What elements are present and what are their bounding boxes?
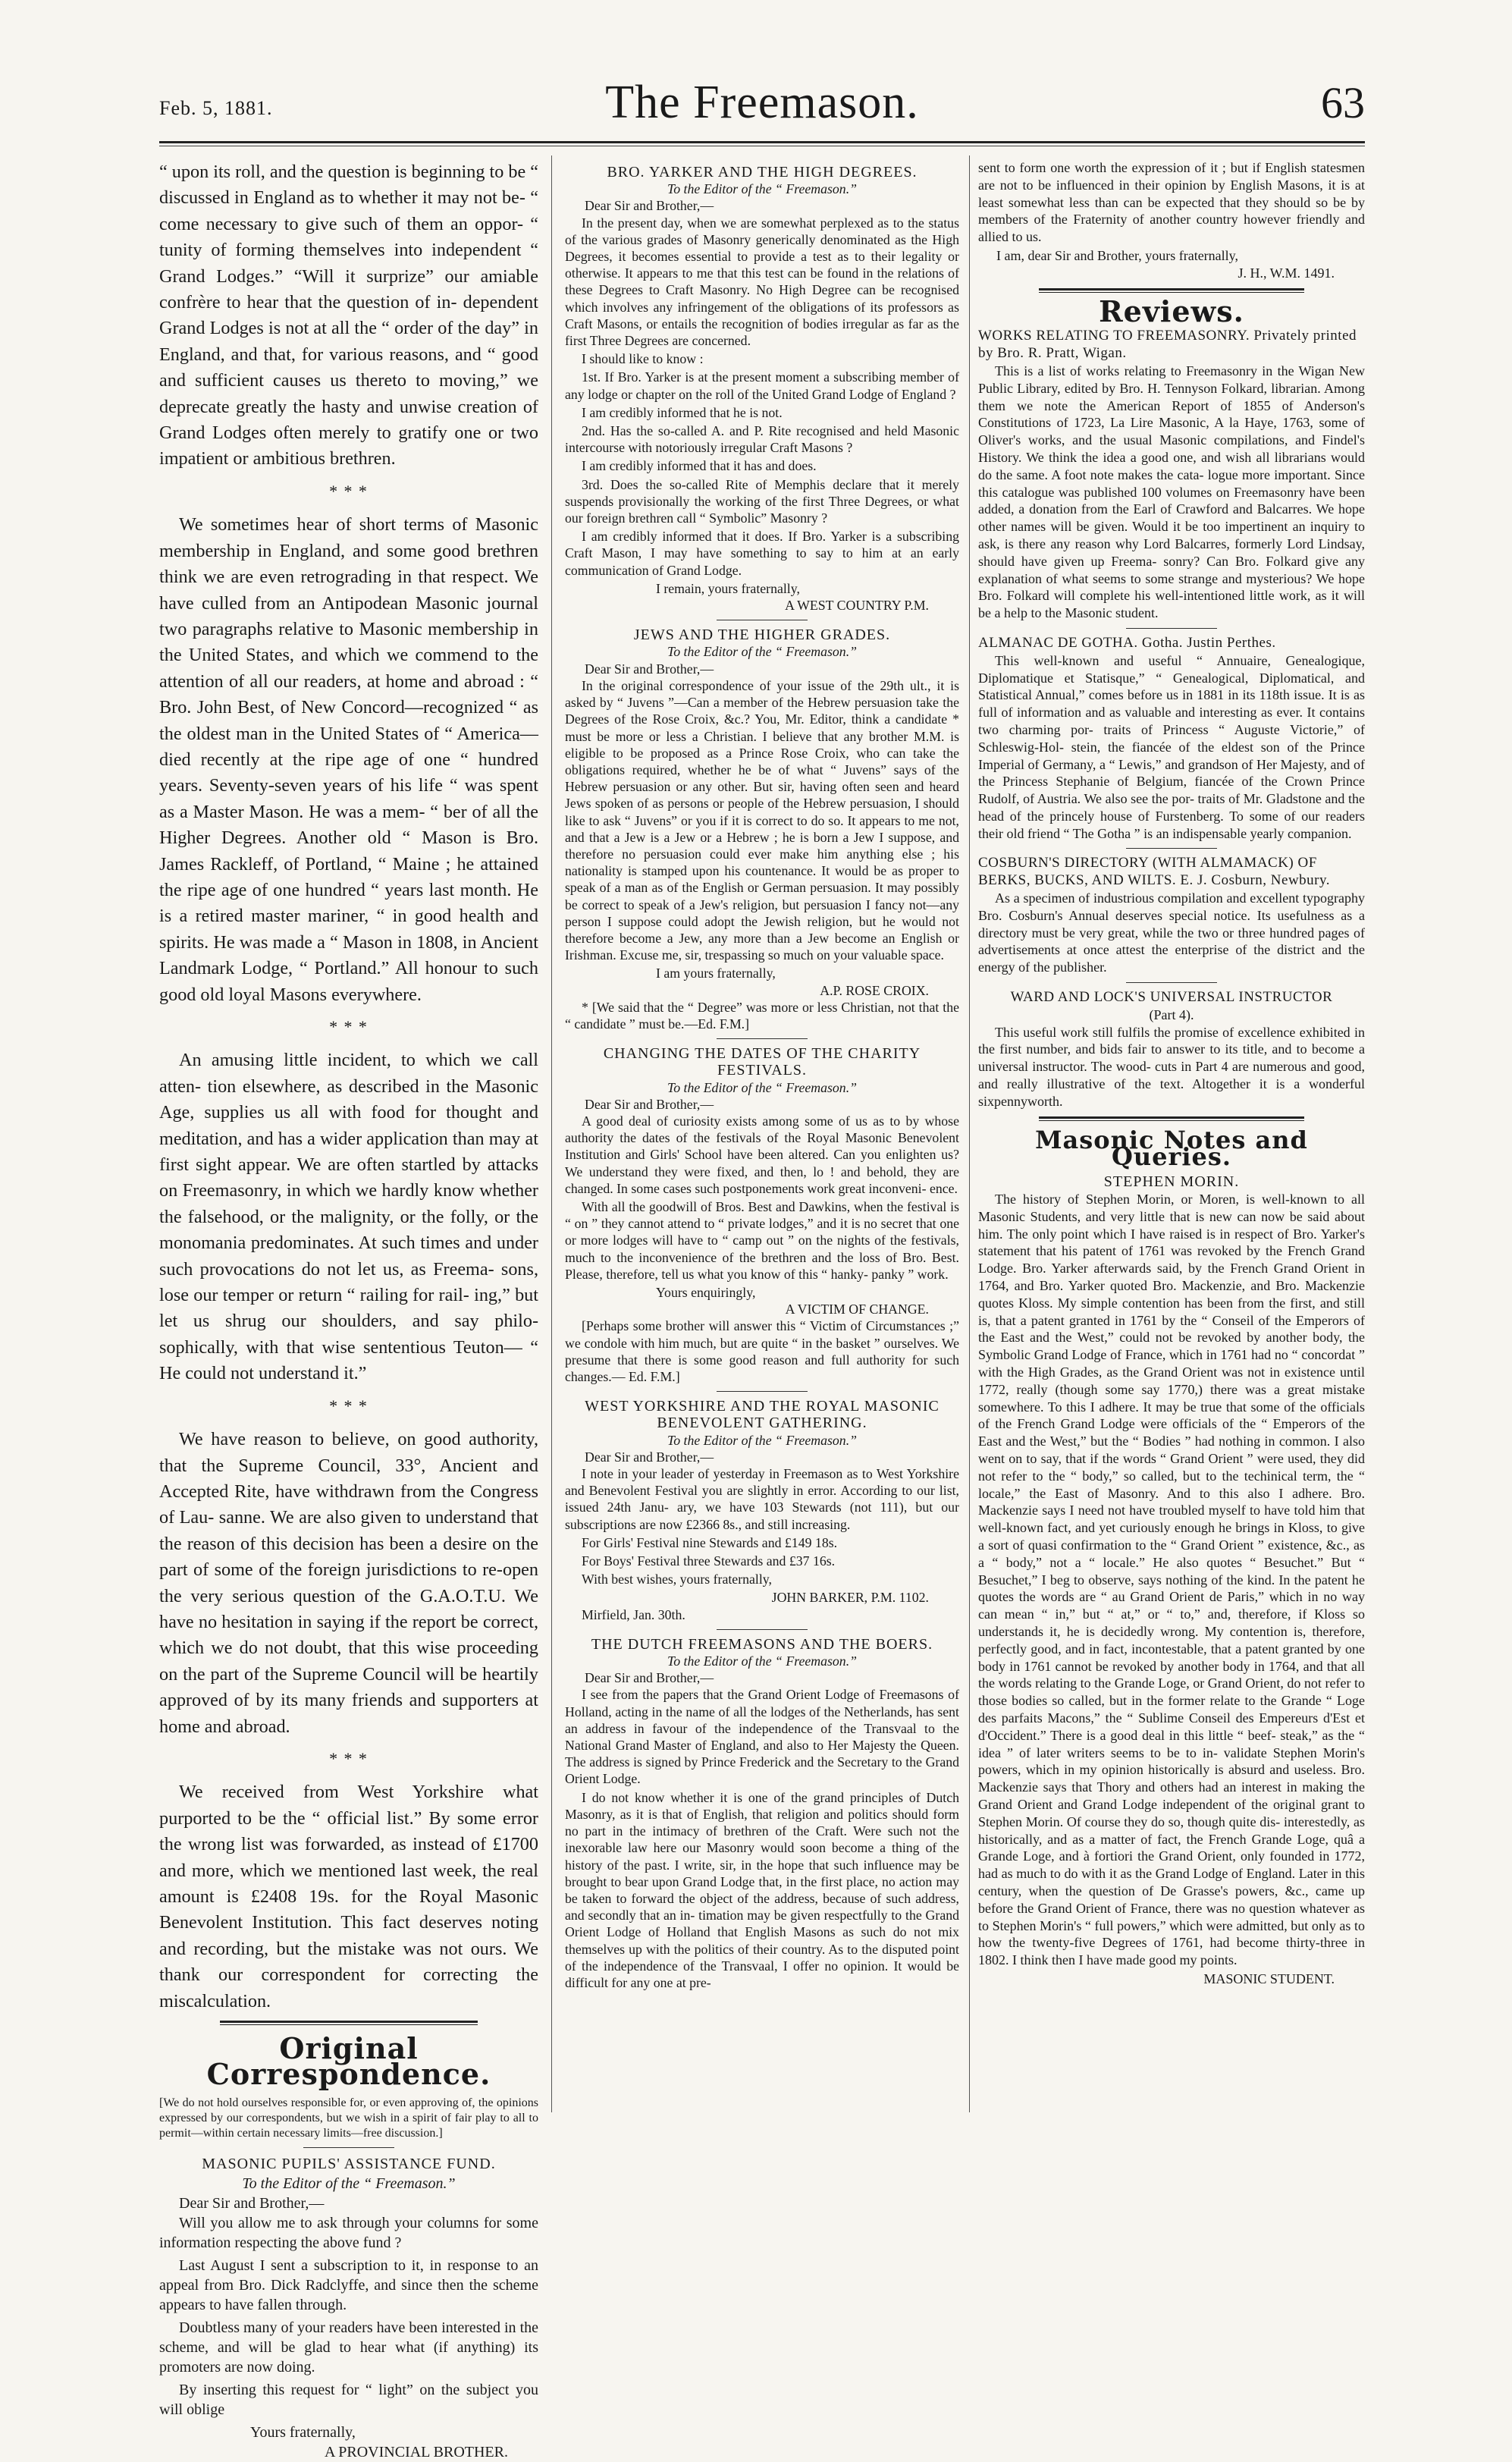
divider — [303, 2147, 394, 2148]
review-body: This is a list of works relating to Freemasonry in the Wigan New Public Library, edited by Bro. H. Tennyson Folkard, librarian. Among them we note the American Report of 1855 of Anderson's Constitutions of 1723, La Lire Masonic, A la Haye, 1763, some of Oliver's works, and the usual Masonic compilations, and Findel's History. We think the idea a good one, and wish all librarians would do the same. A foot note makes the cata- logue more important. Since this catalogue was published 100 volumes on Freemasonry have been added, a donation from the Earl of Crawford and Balcarres. We hope other names will be given. Would it be too impertinent an inquiry to ask, is there any reason why Lord Balcarres, formerly Lord Lindsay, should have given up Freema- sonry? Can Bro. Folkard give any explanation of what seems to some strange and mysterious? We hope Bro. Folkard will complete his well-intentioned little work, as it will be a help to the Masonic student. — [978, 363, 1365, 621]
divider — [717, 1038, 808, 1039]
asterism: * * * — [329, 481, 369, 501]
note-stephen-morin — [978, 1173, 1365, 1987]
letter-paragraph: With all the goodwill of Bros. Best and Dawkins, when the festival is “ on ” they cannot attend to “ private lodges,” and it is no secret that one or more lodges will have to “ camp out ” on the nights of the festivals, much to the inconvenience of the brethren and the loss of Bro. Best. Please, therefore, tell us what you know of this “ hanky- panky ” work. — [565, 1198, 959, 1282]
letter-heading: MASONIC PUPILS' ASSISTANCE FUND. — [202, 2155, 496, 2172]
masthead — [159, 76, 1365, 137]
letter-heading: THE DUTCH FREEMASONS AND THE BOERS. — [591, 1635, 933, 1653]
letter-paragraph: By inserting this request for “ light” on the subject you will oblige — [159, 2381, 538, 2418]
letter-closing: Yours enquiringly, — [656, 1285, 756, 1300]
review-cosburn — [978, 855, 1365, 976]
letter-addressee: To the Editor of the “ Freemason.” — [667, 644, 858, 660]
review-body: This useful work still fulfils the promise of excellence exhibited in the first number, and bids fair to answer to its title, and to become a universal instructor. The wood- cuts in Part 4 are numerous and good, and really illustrative of the text. Altogether it is a wonderful sixpennyworth. — [978, 1024, 1365, 1109]
letter-paragraph: I do not know whether it is one of the grand principles of Dutch Masonry, as it is that of English, that religion and politics should form no part in the intimacy of brethren of the Craft. Were such not the inexorable law here our Masonry would soon become a thing of the history of the past. I write, sir, in the hope that such influence may be brought to bear upon Grand Lodge that, in the first place, no action may be taken to forward the object of the address, because of such address, and secondly that an in- timation may be given respectfully to the Grand Orient Lodge of Holland that English Masons as such do not mix themselves up with the politics of their country. As to the disputed point of the independence of the Transvaal, I offer no opinion. It would be difficult for any one at pre- — [565, 1789, 959, 1990]
letter-jews — [565, 626, 959, 1032]
letter-addressee: To the Editor of the “ Freemason.” — [667, 181, 858, 197]
editorial-paragraph: “ upon its roll, and the question is beginning to be “ discussed in England as to whether it may not be- “ come necessary to give such of them an oppor- “ tunity of forming themselves into independent “ Grand Lodges.” “Will it surprize” our amiable confrère to hear that the question of in- dependent Grand Lodges is not at all the “ order of the day” in England, and that, for various reasons, and “ good and sufficient causes us thereto to moving,” we deprecate greatly the hasty and unwise creation of Grand Lodges often merely to gratify one or two impatient or ambitious brethren. — [159, 162, 538, 469]
divider — [1126, 628, 1217, 629]
column-1 — [159, 159, 538, 2460]
section-rule — [1039, 288, 1304, 290]
letter-yarker — [565, 164, 959, 614]
review-heading: WORKS RELATING TO FREEMASONRY. Privately printed by Bro. R. Pratt, Wigan. — [978, 328, 1357, 362]
asterism: * * * — [329, 1748, 369, 1768]
letter-place-date: Mirfield, Jan. 30th. — [582, 1606, 685, 1622]
letter-paragraph: I note in your leader of yesterday in Freemason as to West Yorkshire and Benevolent Festival you are slightly in error. According to our list, issued 24th Janu- ary, we have 103 Stewards (not 111), but our subscriptions are now £2366 8s., and still increasing. — [565, 1466, 959, 1532]
letter-paragraph: With best wishes, yours fraternally, — [582, 1572, 772, 1587]
section-title-reviews: Reviews. — [1099, 294, 1244, 328]
asterism: * * * — [329, 1017, 369, 1036]
letter-salutation: Dear Sir and Brother,— — [585, 1670, 714, 1686]
letter-signature: A VICTIM OF CHANGE. — [785, 1302, 929, 1317]
section-rule — [220, 2021, 478, 2023]
review-part: (Part 4). — [1149, 1006, 1194, 1022]
review-works-relating — [978, 328, 1365, 622]
section-title-notes-queries: Masonic Notes and Queries. — [1035, 1125, 1308, 1172]
letter-salutation: Dear Sir and Brother,— — [585, 661, 714, 677]
note-signature: MASONIC STUDENT. — [1203, 1971, 1335, 1986]
disclaimer: [We do not hold ourselves responsible for, or even approving of, the opinions expressed by our correspondents, but we wish in a spirit of fair play to all to permit—within certain necessary limits—free discussion.] — [159, 2096, 538, 2140]
asterism: * * * — [329, 1396, 369, 1415]
letter-signature: JOHN BARKER, P.M. 1102. — [771, 1590, 929, 1606]
letter-signature: J. H., W.M. 1491. — [1238, 265, 1335, 281]
divider — [717, 1629, 808, 1630]
letter-paragraph: Last August I sent a subscription to it, in response to an appeal from Bro. Dick Radclyffe, and since then the scheme appears to have fallen through. — [159, 2256, 538, 2313]
section-rule — [1039, 1116, 1304, 1119]
letter-paragraph: I am credibly informed that he is not. — [582, 404, 783, 420]
note-body: The history of Stephen Morin, or Moren, is well-known to all Masonic Students, and very little that is new can now be said about him. The only point which I have raised is in respect of Bro. Yarker's statement that his patent of 1761 was revoked by the French Grand Lodge. Bro. Yarker afterwards said, by the French Grand Orient in 1764, and Bro. Yarker quoted Bro. Mackenzie, and Bro. Mackenzie quotes Kloss. My simple contention has been from the first, and still is, that a patent granted in 1761 by the “ Conseil of the Emperors of the East and the West,” could not be revoked by another body, the Symbolic Grand Lodge of France, which in 1761 had no “ concordat ” with the High Grades, as the Grand Orient was not in existence until 1772, really (though some say 1770,) there was a great mistake somewhere. To this I adhere. It may be true that some of the officials of the French Grand Lodge were officials of the “ Emperors of the East and the West,” but the “ Bodies ” had nothing in common. I also went on to say, that if the words “ Grand Orient ” were used, they did not refer to the “ body,” so called, but to the techinical term, the “ locale,” the East of Masonry. And to this also I adhere. Bro. Mackenzie says I need not have troubled myself to have told him that well-known fact, and yet curiously enough he brings in Kloss, to give a sort of quasi confirmation to the “ Grand Orient ” existence, &c., as a “ body,” not a “ locale.” He also quotes “ Besuchet.” But “ Besuchet,” I beg to observe, says nothing of the kind. In the patent he quotes the words are “ au Grand Orient de Paris,” which in no way can mean “ in,” but “ at,” or “ to,” and, therefore, if Kloss so understands it, he is decidedly wrong. My contention is, therefore, perfectly good, and in fact, incontestable, that a patent granted by one body in 1761 cannot be revoked by another body in 1764, and that all the words relating to the Grande Loge, or Grand Orient, do not refer to those bodies so called, but in the former relate to the Grande “ Loge des parfaits Macons,” the “ Sublime Conseil des Empereurs d'Est et d'Occident.” There is a good deal in this little “ beef- steak,” as the “ idea ” of later writers seems to be to in- validate Stephen Morin's powers, which in my opinion historically is absurd and useless. Bro. Mackenzie says that Thory and others had an interest in making the Grand Orient and Grand Lodge independent of the original grant to Stephen Morin. Of course they do so, though quite dis- interestedly, as historically, and as a matter of fact, the French Grande Loge, quâ a Grande Loge, and à fortiori the Grand Orient, only founded in 1772, had as much to do with it as the Grand Lodge of England. Later in this century, when the question of De Grasse's powers, &c., came up before the Grand Orient of France, there was no question whatever as to Stephen Morin's “ full powers,” which were admitted, but only as to how the twenty-five Degrees of 1761, had become thirty-three in 1802. I think then I have made good my points. — [978, 1192, 1365, 1968]
letter-paragraph: 1st. If Bro. Yarker is at the present moment a subscribing member of any lodge or chapter on the roll of the United Grand Lodge of England ? — [565, 369, 959, 402]
letter-signature: A.P. ROSE CROIX. — [820, 982, 929, 998]
letter-salutation: Dear Sir and Brother,— — [585, 1449, 714, 1465]
letter-charity-festivals — [565, 1045, 959, 1385]
letter-west-yorkshire — [565, 1398, 959, 1623]
letter-closing: Yours fraternally, — [250, 2423, 356, 2441]
letter-closing: I am, dear Sir and Brother, yours fraternally, — [996, 247, 1238, 263]
review-body: This well-known and useful “ Annuaire, Genealogique, Diplomatique et Statisque,” “ Genealogical, Diplomatical, and Statistical Annual,” comes before us in 1881 in its 118th issue. It is as full of information and as valuable and interesting as ever. It contains two charming por- traits of Princess “ Auguste Victorie,” of Schleswig-Hol- stein, the fiancée of the eldest son of the Prince Imperial of Germany, a “ Lewis,” and grandson of Her Majesty, and of the Princess Stephanie of Belgium, fiancée of the Crown Prince Rudolf, of Austria. We also see the por- traits of Mr. Gladstone and the head of the princely house of Furstenberg. To some of our readers their old friend “ The Gotha ” is an indispensable yearly companion. — [978, 652, 1365, 841]
letter-signature: A WEST COUNTRY P.M. — [785, 598, 929, 614]
issue-date: Feb. 5, 1881. — [159, 97, 273, 119]
letter-paragraph: I should like to know : — [582, 351, 704, 367]
review-heading: WARD AND LOCK'S UNIVERSAL INSTRUCTOR — [1010, 989, 1333, 1006]
letter-salutation: Dear Sir and Brother,— — [179, 2194, 325, 2212]
section-rule-thin — [1039, 1120, 1304, 1121]
column-separator — [969, 155, 970, 2112]
editor-note: [Perhaps some brother will answer this “ Victim of Circumstances ;” we condole with him much, but are quite “ in the basket ” ourselves. We presume that there is some good reason and full authority for such changes.— Ed. F.M.] — [565, 1318, 959, 1385]
letter-heading: CHANGING THE DATES OF THE CHARITY FESTIVALS. — [603, 1045, 921, 1079]
letter-paragraph: I am credibly informed that it has and does. — [582, 458, 817, 474]
letter-signature: A PROVINCIAL BROTHER. — [324, 2443, 508, 2460]
letter-dutch-freemasons — [565, 1636, 959, 1991]
editorial-paragraph: We received from West Yorkshire what purported to be the “ official list.” By some error the wrong list was forwarded, as instead of £1700 and more, which we mentioned last week, the real amount is £2408 19s. for the Royal Masonic Benevolent Institution. This fact deserves noting and recording, but the mistake was not ours. We thank our correspondent for correcting the miscalculation. — [159, 1782, 538, 2011]
letter-paragraph: 3rd. Does the so-called Rite of Memphis declare that it merely suspends provisionally the working of the first Three Degrees, or what our foreign brethren call “ Symbolic” Masonry ? — [565, 476, 959, 526]
letter-paragraph: I am credibly informed that it does. If Bro. Yarker is a subscribing Craft Mason, I may have something to say to him at an early communication of Grand Lodge. — [565, 529, 959, 578]
section-rule-thin — [1039, 292, 1304, 293]
editorial-paragraph: We sometimes hear of short terms of Masonic membership in England, and some good brethren think we are even retrograding in that respect. We have culled from an Antipodean Masonic journal two paragraphs relative to Masonic membership in the United States, and which we commend to the attention of all our readers, at home and abroad : “ Bro. John Best, of New Concord—recognized “ as the oldest man in the United States of “ America—died recently at the ripe age of one “ hundred years. Seventy-seven years of his life “ was spent as a Master Mason. He was a mem- “ ber of all the Higher Degrees. Another old “ Mason is Bro. James Rackleff, of Portland, “ Maine ; he attained the ripe age of one hundred “ years last month. He is a retired master mariner, “ in good health and spirits. He was made a “ Mason in 1808, in Ancient Landmark Lodge, “ Portland.” All honour to such good old loyal Masons everywhere. — [159, 514, 538, 1005]
letter-addressee: To the Editor of the “ Freemason.” — [242, 2175, 456, 2192]
letter-paragraph: I see from the papers that the Grand Orient Lodge of Freemasons of Holland, acting in the name of all the lodges of the Netherlands, has sent an address in favour of the independence of the Transvaal to the National Grand Master of England, and also to Her Majesty the Queen. The address is signed by Prince Frederick and the Secretary to the Grand Orient Lodge. — [565, 1687, 959, 1787]
section-rule-thin — [220, 2024, 478, 2025]
letter-paragraph: For Girls' Festival nine Stewards and £149 18s. — [582, 1534, 838, 1550]
letter-paragraph: In the original correspondence of your issue of the 29th ult., it is asked by “ Juvens ”—Can a member of the Hebrew persuasion take the Degrees of the Rose Croix, &c.? You, Mr. Editor, think a candidate * must be more or less a Christian. I believe that any brother M.M. is eligible to be proposed as a Prince Rose Croix, who can take the obligations required, whether he be of what “ Juvens” says of the Hebrew persuasion or any other. But sir, having often seen and heard Jews spoken of as persons or people of the Hebrew persuasion, I should like to ask “ Juvens” or you if it is correct to do so. It appears to me not, and that a Jew is a Jew or a Hebrew ; he is born a Jew I suppose, and therefore no persuasion could ever make him anything else ; his nationality is stamped upon his countenance. It would be as proper to speak of a man as of the English or German persuasion. It may possibly be correct to speak of a Jew's religion, but persuasion I fancy not—any person I suppose could adopt the Jewish religion, but he would not therefore become a Jew, any more than a Jew become an English or Irishman. Excuse me, sir, trespassing so much on your valuable space. — [565, 677, 959, 963]
letter-addressee: To the Editor of the “ Freemason.” — [667, 1079, 858, 1095]
letter-salutation: Dear Sir and Brother,— — [585, 198, 714, 214]
letter-paragraph: Doubtless many of your readers have been interested in the scheme, and will be glad to hear what (if anything) its promoters are now doing. — [159, 2319, 538, 2376]
editorial-paragraph: We have reason to believe, on good authority, that the Supreme Council, 33°, Ancient and Accepted Rite, have withdrawn from the Congress of Lau- sanne. We are also given to understand that the reason of this decision has been a desire on the part of some of the foreign jurisdictions to re-open the very serious question of the G.A.O.T.U. We have no hesitation in saying if the report be correct, which we do not doubt, that this wise proceeding on the part of the Supreme Council will be heartily approved of by its many friends and supporters at home and abroad. — [159, 1429, 538, 1737]
review-heading: COSBURN'S DIRECTORY (WITH ALMAMACK) OF BERKS, BUCKS, AND WILTS. E. J. Cosburn, Newbury. — [978, 855, 1331, 889]
page-number: 63 — [1321, 78, 1365, 127]
letter-addressee: To the Editor of the “ Freemason.” — [667, 1432, 858, 1448]
column-3 — [978, 159, 1365, 2116]
review-ward-lock — [978, 989, 1365, 1110]
masthead-rule — [159, 141, 1365, 143]
editorial-paragraph: An amusing little incident, to which we call atten- tion elsewhere, as described in the Masonic Age, supplies us all with food for thought and meditation, and has a wider application than may at first sight appear. We are often startled by attacks on Freemasonry, in which we hardly know whether the falsehood, or the malignity, or the folly, or the monomania predominates. At such times and under such provocations do not let us, as Freema- sons, lose our temper or return “ railing for rail- ing,” but let us shrug our shoulders, and say philo- sophically, with that wise sententious Teuton— “ He could not understand it.” — [159, 1050, 538, 1384]
letter-paragraph: A good deal of curiosity exists among some of us as to by whose authority the dates of the festivals of the Royal Masonic Benevolent Institution and Girls' School have been altered. Can you enlighten us? We understand they were fixed, and then, lo ! and behold, they are changed. In some cases such postponements work great inconveni- ence. — [565, 1113, 959, 1196]
letter-closing: I am yours fraternally, — [656, 966, 776, 981]
column-separator — [551, 155, 552, 2112]
divider — [1126, 848, 1217, 849]
column-2 — [565, 159, 959, 2116]
letter-heading: WEST YORKSHIRE AND THE ROYAL MASONIC BENEVOLENT GATHERING. — [585, 1398, 940, 1432]
review-body: As a specimen of industrious compilation and excellent typography Bro. Cosburn's Annual deserves special notice. Its usefulness as a directory must be very great, while the two or three hundred pages of advertisements at once attest the enterprise of the district and the energy of the publisher. — [978, 890, 1365, 975]
letter-paragraph: For Boys' Festival three Stewards and £37 16s. — [582, 1553, 836, 1569]
letter-salutation: Dear Sir and Brother,— — [585, 1096, 714, 1112]
divider — [717, 1391, 808, 1392]
letter-heading: BRO. YARKER AND THE HIGH DEGREES. — [607, 164, 918, 181]
section-title-correspondence: Original Correspondence. — [206, 2031, 491, 2092]
note-heading: STEPHEN MORIN. — [1103, 1173, 1240, 1191]
review-heading: ALMANAC DE GOTHA. Gotha. Justin Perthes. — [978, 634, 1276, 651]
letter-continuation: sent to form one worth the expression of it ; but if English statesmen are not to be influenced in their opinion by English Masons, it is at least somewhat less than can be expected that they should so be by members of the Fraternity of another country however friendly and allied to us. — [978, 160, 1365, 245]
letter-addressee: To the Editor of the “ Freemason.” — [667, 1653, 858, 1669]
letter-paragraph: 2nd. Has the so-called A. and P. Rite recognised and held Masonic intercourse with notoriously irregular Craft Masons ? — [565, 423, 959, 456]
editor-note: * [We said that the “ Degree” was more or less Christian, not that the “ candidate ” must be.—Ed. F.M.] — [565, 999, 959, 1032]
newspaper-title: The Freemason. — [605, 77, 919, 128]
review-almanac-gotha — [978, 635, 1365, 843]
letter-paragraph: Will you allow me to ask through your columns for some information respecting the above fund ? — [159, 2214, 538, 2251]
divider — [1126, 982, 1217, 983]
letter-closing: I remain, yours fraternally, — [656, 580, 800, 596]
letter-heading: JEWS AND THE HIGHER GRADES. — [633, 626, 891, 644]
letter-paragraph: In the present day, when we are somewhat perplexed as to the status of the various grades of Masonry generically denominated as the High Degrees, it becomes essential to provide a test as to their legality or otherwise. It appears to me that this test can be found in the relations of these Degrees to Craft Masonry. No High Degree can be recognised which involves any infringement of the obligations of its professors as Craft Masons, or entails the recognition of bodies irregular as far as the first Three Degrees are concerned. — [565, 215, 959, 349]
letter-pupils-fund — [159, 2154, 538, 2462]
